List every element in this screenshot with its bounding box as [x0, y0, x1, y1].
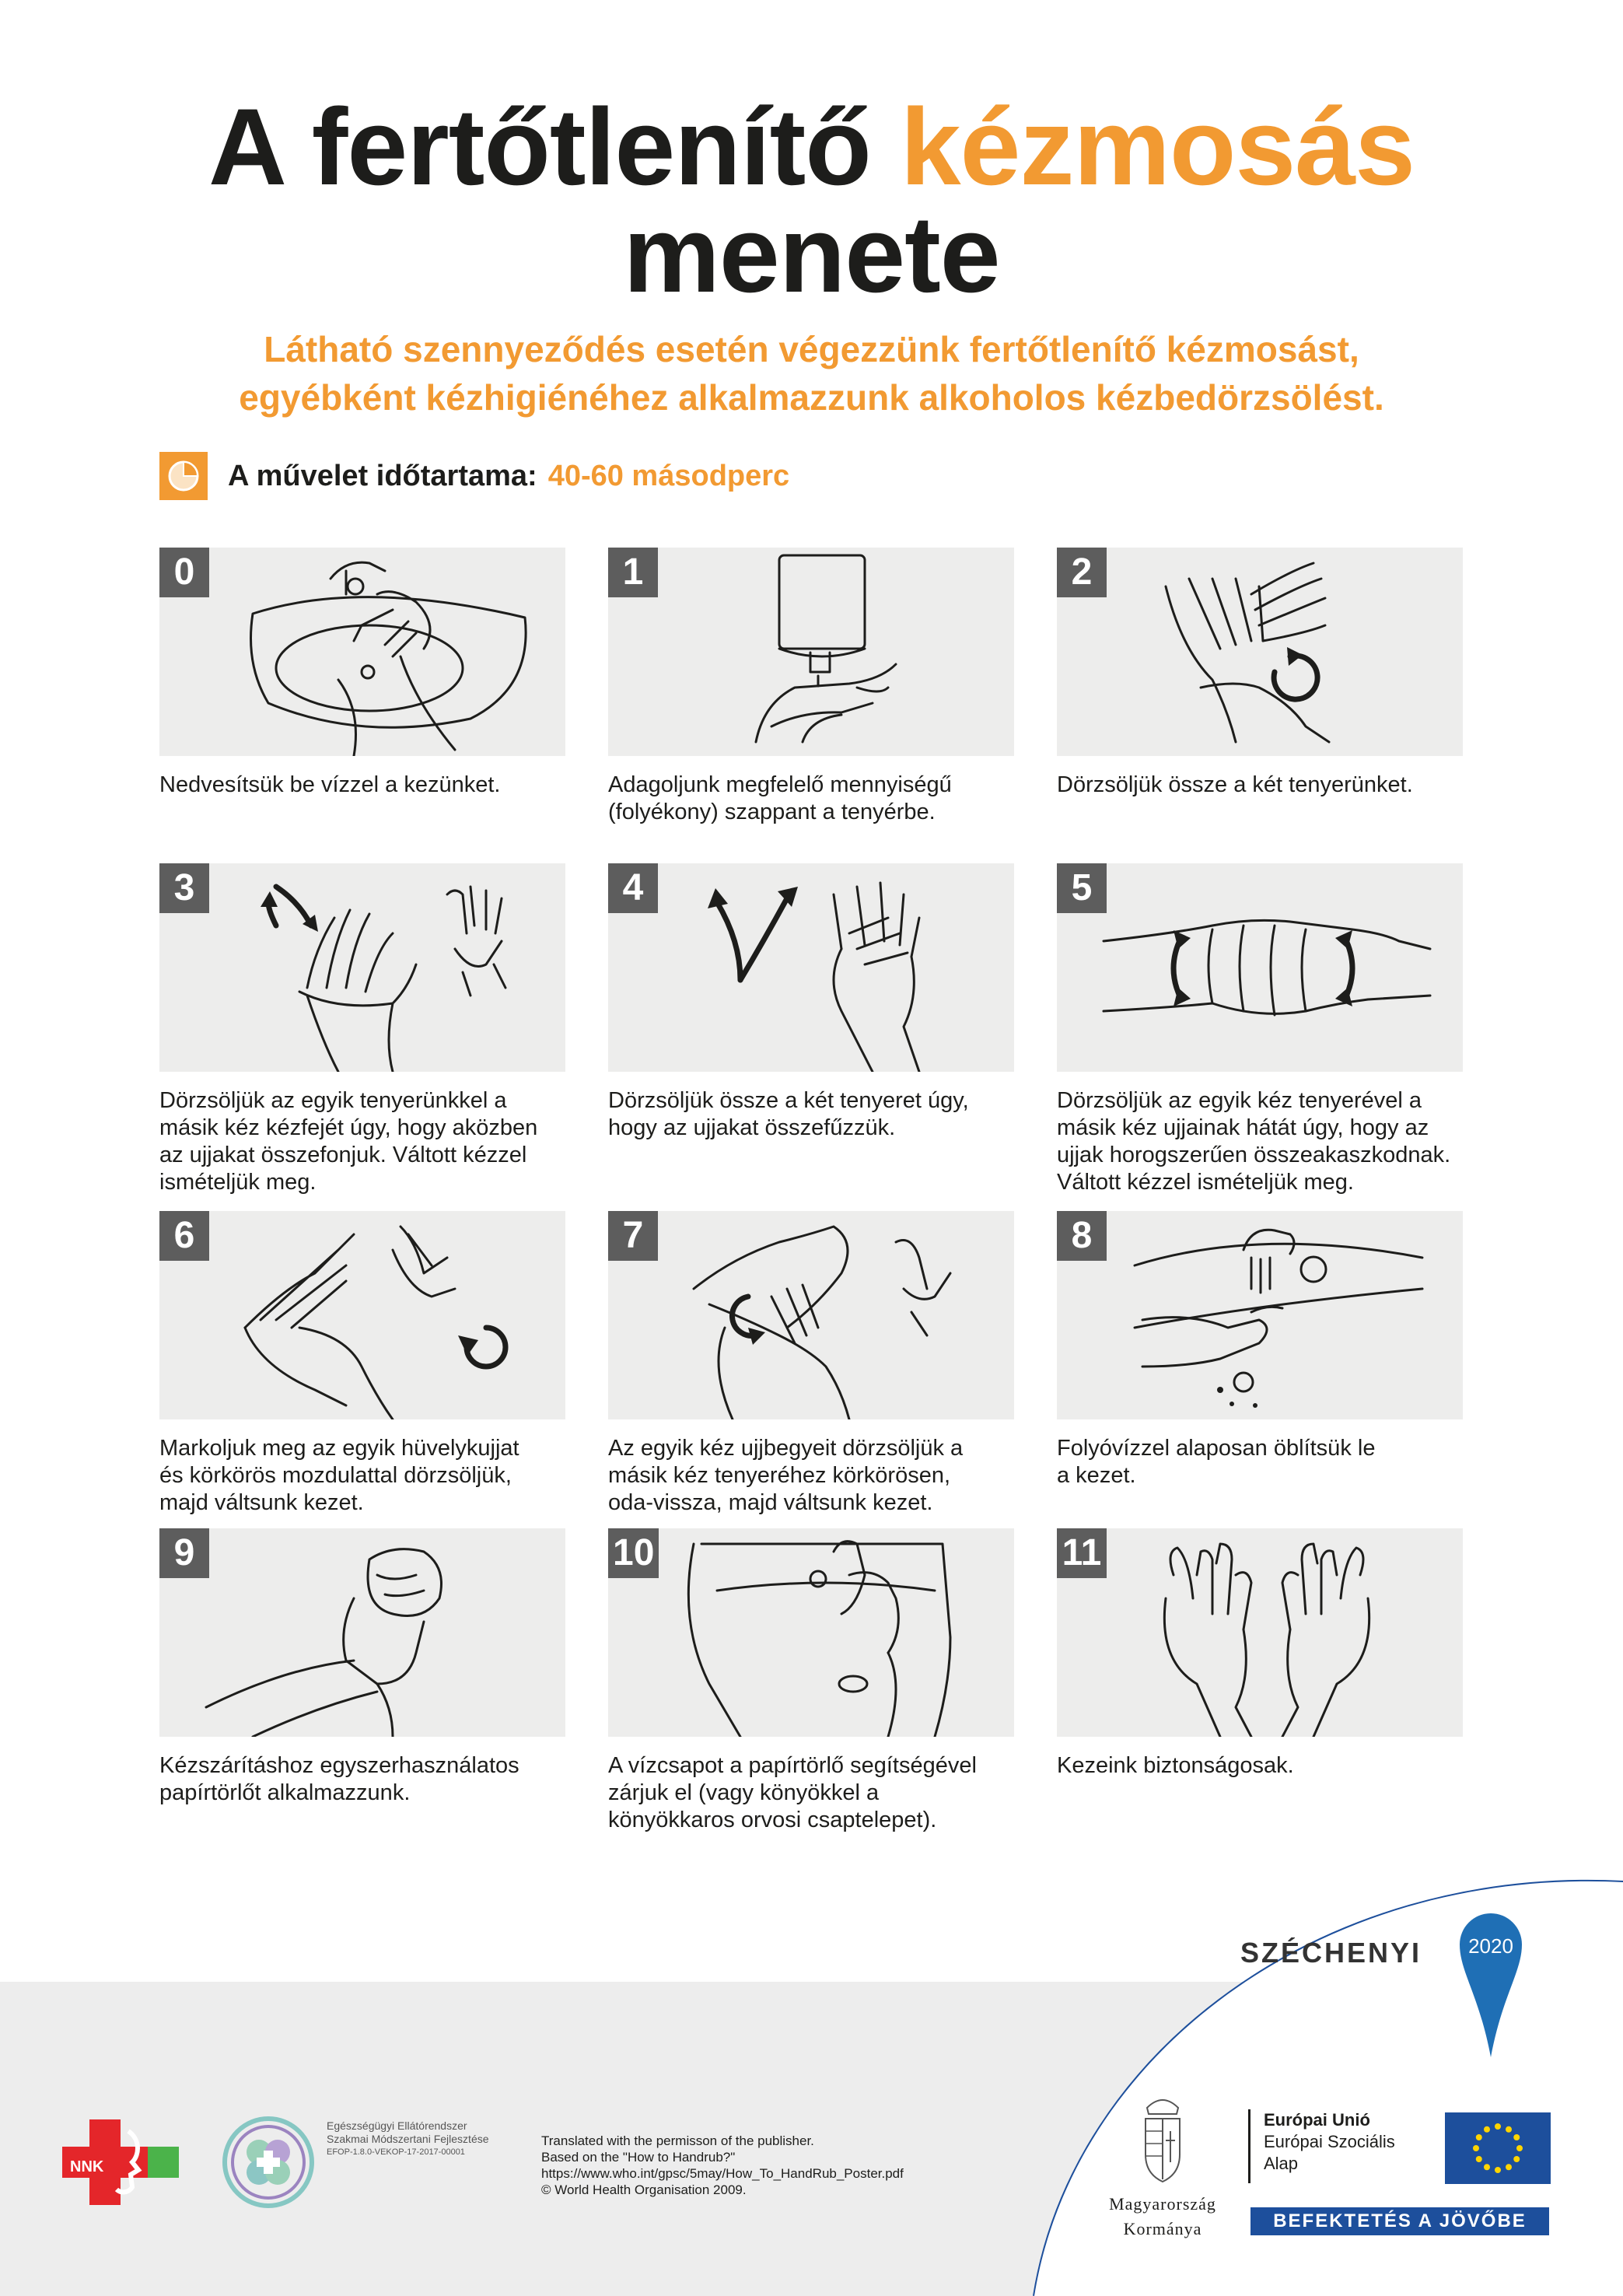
kormany-line1: Magyarország [1109, 2194, 1216, 2214]
step-number: 4 [608, 863, 658, 913]
step-description-line: oda-vissza, majd váltsunk kezet. [608, 1490, 933, 1515]
step-description-line: ismételjük meg. [159, 1170, 317, 1195]
step-description-line: Markoljuk meg az egyik hüvelykujjat [159, 1436, 519, 1461]
nnk-logo-text: NNK [70, 2158, 104, 2175]
kormany-line2: Kormánya [1123, 2219, 1202, 2238]
step-description-line: az ujjakat összefonjuk. Váltott kézzel [159, 1143, 527, 1167]
step-description-line: könyökkaros orvosi csaptelepet). [608, 1808, 937, 1832]
step-number: 6 [159, 1211, 209, 1261]
nnk-logo [54, 2116, 187, 2213]
efop-code: EFOP-1.8.0-VEKOP-17-2017-00001 [327, 2147, 465, 2157]
coat-of-arms-icon [1132, 2092, 1194, 2186]
step-description-line: Dörzsöljük össze a két tenyerünket. [1057, 772, 1413, 797]
efop-text [327, 2119, 489, 2159]
step-description-line: majd váltsunk kezet. [159, 1490, 364, 1515]
step-description-line: másik kéz kézfejét úgy, hogy aközben [159, 1115, 538, 1140]
eu-line1: Európai Unió [1264, 2110, 1370, 2130]
szechenyi-label: SZÉCHENYI [1240, 1937, 1422, 1969]
step-number: 1 [608, 548, 658, 597]
title-part1: A fertőtlenítő [208, 86, 871, 208]
efop-line1: Egészségügyi Ellátórendszer [327, 2119, 467, 2132]
step-description-line: a kezet. [1057, 1463, 1136, 1488]
year-label: 2020 [1468, 1934, 1513, 1958]
duration-label: A művelet időtartama: [228, 459, 537, 492]
eu-line2: Európai Szociális [1264, 2132, 1395, 2151]
step-number: 7 [608, 1211, 658, 1261]
eu-line3: Alap [1264, 2154, 1299, 2173]
title-accent: kézmosás [900, 86, 1415, 208]
step-number: 3 [159, 863, 209, 913]
step-description-line: hogy az ujjakat összefűzzük. [608, 1115, 896, 1140]
step-number: 9 [159, 1528, 209, 1578]
title-part2: menete [623, 193, 1000, 315]
subtitle-line1: Látható szennyeződés esetén végezzünk fertőtlenítő kézmosást, [264, 329, 1359, 369]
step-description-line: Nedvesítsük be vízzel a kezünket. [159, 772, 501, 797]
step-number: 10 [608, 1528, 659, 1578]
step-description-line: Kezeink biztonságosak. [1057, 1753, 1294, 1778]
efop-line2: Szakmai Módszertani Fejlesztése [327, 2133, 489, 2145]
step-description-line: A vízcsapot a papírtörlő segítségével [608, 1753, 977, 1778]
step-description-line: Kézszárításhoz egyszerhasználatos [159, 1753, 519, 1778]
step-description-line: másik kéz tenyeréhez körkörösen, [608, 1463, 951, 1488]
step-description-line: másik kéz ujjainak hátát úgy, hogy az [1057, 1115, 1429, 1140]
step-number: 8 [1057, 1211, 1107, 1261]
step-description-line: Adagoljunk megfelelő mennyiségű [608, 772, 952, 797]
step-number: 11 [1057, 1528, 1107, 1578]
szechenyi-pin-icon [1456, 1909, 1526, 2069]
duration-value: 40-60 másodperc [547, 459, 790, 492]
step-number: 5 [1057, 863, 1107, 913]
step-description-line: Dörzsöljük az egyik tenyerünkkel a [159, 1088, 507, 1113]
step-description-line: ujjak horogszerűen összeakaszkodnak. [1057, 1143, 1451, 1167]
step-description-line: Az egyik kéz ujjbegyeit dörzsöljük a [608, 1436, 964, 1461]
eu-flag-icon [1445, 2112, 1551, 2188]
credit-line1: Translated with the permisson of the publisher. [541, 2133, 814, 2148]
slogan-banner: BEFEKTETÉS A JÖVŐBE [1250, 2207, 1549, 2235]
who-credit [541, 2133, 904, 2198]
step-number: 0 [159, 548, 209, 597]
credit-line2: Based on the "How to Handrub?" [541, 2150, 736, 2165]
credit-line4: © World Health Organisation 2009. [541, 2182, 747, 2197]
step-description-line: (folyékony) szappant a tenyérbe. [608, 800, 936, 824]
efop-logo [222, 2112, 315, 2217]
step-description-line: Dörzsöljük az egyik kéz tenyerével a [1057, 1088, 1422, 1113]
subtitle-line2: egyébként kézhigiénéhez alkalmazzunk alkoholos kézbedörzsölést. [239, 377, 1384, 418]
step-description-line: Folyóvízzel alaposan öblítsük le [1057, 1436, 1376, 1461]
kormany-logo [1073, 2092, 1252, 2239]
step-description-line: és körkörös mozdulattal dörzsöljük, [159, 1463, 512, 1488]
step-description-line: Dörzsöljük össze a két tenyeret úgy, [608, 1088, 969, 1113]
credit-line3: https://www.who.int/gpsc/5may/How_To_HandRub_Poster.pdf [541, 2166, 904, 2181]
step-description-line: zárjuk el (vagy könyökkel a [608, 1780, 880, 1805]
step-description-line: Váltott kézzel ismételjük meg. [1057, 1170, 1354, 1195]
step-description-line: papírtörlőt alkalmazzunk. [159, 1780, 411, 1805]
step-number: 2 [1057, 548, 1107, 597]
